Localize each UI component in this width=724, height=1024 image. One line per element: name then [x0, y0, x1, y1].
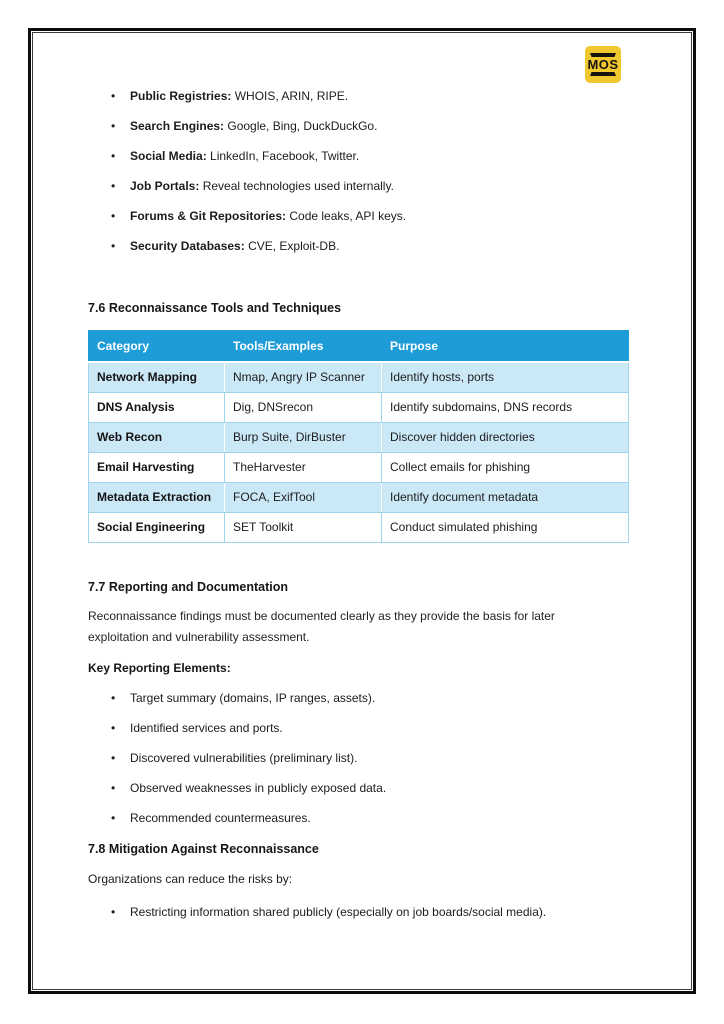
bullet-label: Security Databases:	[130, 239, 245, 253]
table-row	[89, 513, 629, 543]
bullet-text: LinkedIn, Facebook, Twitter.	[206, 149, 360, 163]
table-cell: Conduct simulated phishing	[382, 513, 629, 543]
table-cell: Metadata Extraction	[89, 483, 225, 513]
list-item	[88, 208, 635, 225]
table-row	[89, 483, 629, 513]
reporting-paragraph: Reconnaissance findings must be documented clearly as they provide the basis for later exploitation and vulnerability assessment.	[88, 609, 555, 644]
column-header: Tools/Examples	[225, 331, 382, 363]
osint-sources-list	[88, 88, 635, 255]
table-cell: Nmap, Angry IP Scanner	[225, 362, 382, 393]
table-row	[89, 423, 629, 453]
table-cell: Network Mapping	[89, 362, 225, 393]
table-cell: Identify subdomains, DNS records	[382, 393, 629, 423]
logo-text: MOS	[587, 57, 619, 72]
bullet-text: CVE, Exploit-DB.	[244, 239, 340, 253]
list-item	[88, 148, 635, 165]
list-item: • Target summary (domains, IP ranges, assets).	[88, 690, 635, 707]
table-cell: DNS Analysis	[89, 393, 225, 423]
table-cell: Email Harvesting	[89, 453, 225, 483]
table-row	[89, 362, 629, 393]
list-item	[88, 88, 635, 105]
table-row	[89, 393, 629, 423]
list-item: • Identified services and ports.	[88, 720, 635, 737]
list-item	[88, 238, 635, 255]
table-cell: Burp Suite, DirBuster	[225, 423, 382, 453]
list-item	[88, 118, 635, 135]
reporting-elements-list	[88, 690, 635, 827]
table-cell: FOCA, ExifTool	[225, 483, 382, 513]
document-content	[35, 35, 689, 934]
column-header: Category	[89, 331, 225, 363]
column-header: Purpose	[382, 331, 629, 363]
table-cell: TheHarvester	[225, 453, 382, 483]
key-reporting-heading: Key Reporting Elements:	[88, 661, 231, 675]
table-cell: Dig, DNSrecon	[225, 393, 382, 423]
bullet-text: Code leaks, API keys.	[286, 209, 407, 223]
list-item: • Recommended countermeasures.	[88, 810, 635, 827]
bullet-text: Google, Bing, DuckDuckGo.	[224, 119, 378, 133]
recon-tools-table	[88, 330, 629, 543]
bullet-label: Job Portals:	[130, 179, 200, 193]
section-heading-7-7: 7.7 Reporting and Documentation	[88, 580, 289, 594]
table-cell: Collect emails for phishing	[382, 453, 629, 483]
bullet-label: Social Media:	[130, 149, 207, 163]
table-header-row	[89, 331, 629, 363]
section-heading-7-8: 7.8 Mitigation Against Reconnaissance	[88, 842, 319, 856]
table-cell: Social Engineering	[89, 513, 225, 543]
list-item: • Observed weaknesses in publicly exposed data.	[88, 780, 635, 797]
mitigation-paragraph: Organizations can reduce the risks by:	[88, 872, 293, 886]
section-heading-7-6: 7.6 Reconnaissance Tools and Techniques	[88, 301, 342, 315]
table-cell: SET Toolkit	[225, 513, 382, 543]
bullet-text: Reveal technologies used internally.	[199, 179, 394, 193]
table-row	[89, 453, 629, 483]
bullet-label: Forums & Git Repositories:	[130, 209, 287, 223]
bullet-text: WHOIS, ARIN, RIPE.	[231, 89, 349, 103]
bullet-label: Public Registries:	[130, 89, 232, 103]
table-cell: Identify document metadata	[382, 483, 629, 513]
list-item: • Discovered vulnerabilities (preliminary list).	[88, 750, 635, 767]
table-cell: Discover hidden directories	[382, 423, 629, 453]
list-item	[88, 178, 635, 195]
list-item: • Restricting information shared publicly (especially on job boards/social media).	[88, 904, 635, 921]
bullet-label: Search Engines:	[130, 119, 225, 133]
mitigation-list	[88, 904, 635, 921]
table-cell: Identify hosts, ports	[382, 362, 629, 393]
table-cell: Web Recon	[89, 423, 225, 453]
